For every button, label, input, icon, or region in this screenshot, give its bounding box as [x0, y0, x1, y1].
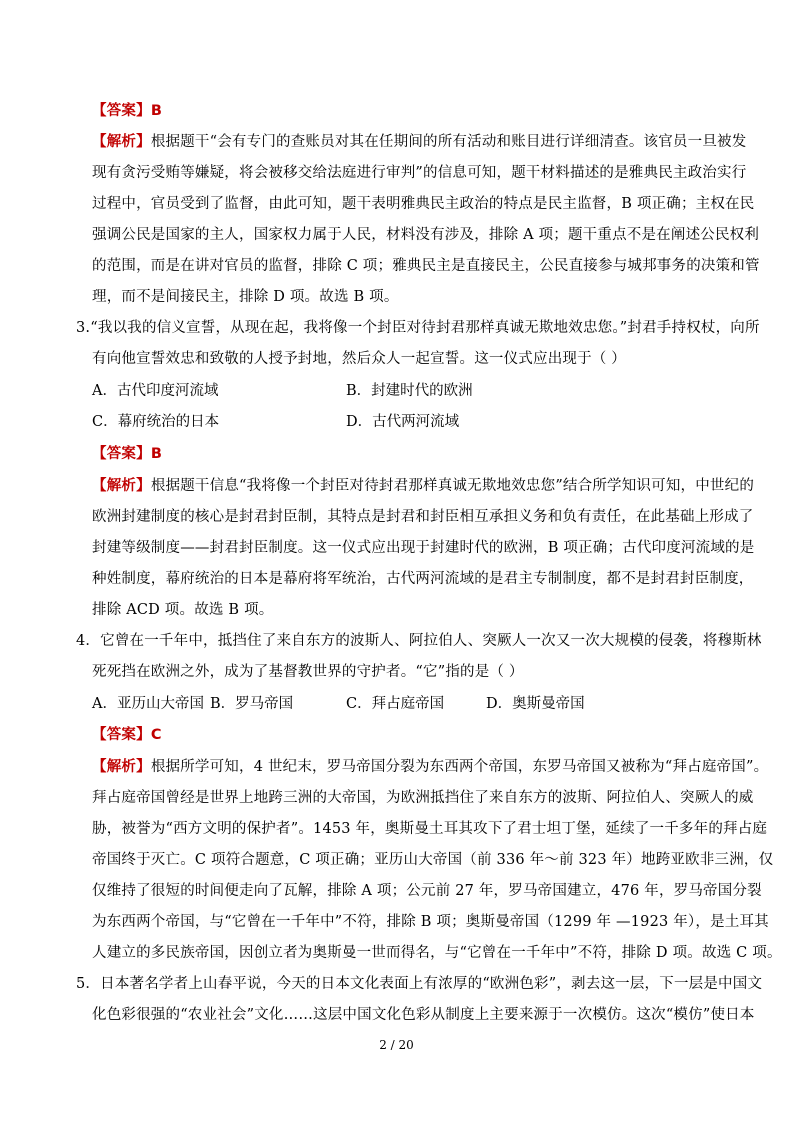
- analysis-text: 胁，被誉为“西方文明的保护者”。1453 年，奥斯曼土耳其攻下了君士坦丁堡，延续了一千多年的拜占庭: [92, 821, 768, 837]
- analysis-text: 封建等级制度——封君封臣制度。这一仪式应出现于封建时代的欧洲，B 项正确；古代印度河流域的是: [92, 540, 755, 556]
- question-stem: 4．它曾在一千年中，抵挡住了来自东方的波斯人、阿拉伯人、突厥人一次又一次大规模的侵袭，将穆斯林: [76, 633, 762, 649]
- analysis-text: 理，而不是间接民主，排除 D 项。故选 B 项。: [92, 289, 399, 305]
- question-stem: 有向他宣誓效忠和致敬的人授予封地，然后众人一起宣誓。这一仪式应出现于（ ）: [92, 351, 627, 367]
- answer-label: 【答案】: [92, 103, 151, 119]
- analysis-text: 种姓制度，幕府统治的日本是幕府将军统治，古代两河流域的是君主专制制度，都不是封君封臣制度，: [92, 571, 754, 587]
- analysis-text: 人建立的多民族帝国，因创立者为奥斯曼一世而得名，与“它曾在一千年中”不符，排除 D 项。故选 C 项。: [92, 945, 782, 961]
- analysis-line: [92, 131, 746, 153]
- question-stem: 5．日本著名学者上山春平说，今天的日本文化表面上有浓厚的“欧洲色彩”，剥去这一层，下一层是中国文: [76, 976, 763, 992]
- analysis-text: 根据所学可知，4 世纪末，罗马帝国分裂为东西两个帝国，东罗马帝国又被称为“拜占庭帝国”。: [150, 759, 769, 775]
- analysis-text: 拜占庭帝国曾经是世界上地跨三洲的大帝国，为欧洲抵挡住了来自东方的波斯、阿拉伯人、突厥人的威: [92, 790, 754, 806]
- option-d: D．奥斯曼帝国: [486, 696, 585, 712]
- option-c: C．拜占庭帝国: [346, 696, 445, 712]
- option-c: C．幕府统治的日本: [92, 414, 220, 430]
- question-stem: 化色彩很强的“农业社会”文化……这层中国文化色彩从制度上主要来源于一次模仿。这次“模仿”使日本: [92, 1007, 755, 1023]
- answer-label: 【答案】: [92, 727, 151, 743]
- answer-value: C: [150, 727, 162, 743]
- page-number: 2 / 20: [379, 1038, 414, 1052]
- option-d: D．古代两河流域: [346, 414, 460, 430]
- answer-line: [92, 443, 162, 465]
- question-stem: 死死挡在欧洲之外，成为了基督教世界的守护者。“它”指的是（ ）: [92, 664, 524, 680]
- option-a: A．亚历山大帝国: [92, 696, 204, 712]
- analysis-text: 仅维持了很短的时间便走向了瓦解，排除 A 项；公元前 27 年，罗马帝国建立，476 年，罗马帝国分裂: [92, 883, 762, 899]
- question-stem: 3.“我以我的信义宣誓，从现在起，我将像一个封臣对待封君那样真诚无欺地效忠您。”封君手持权杖，向所: [76, 320, 760, 336]
- option-b: B．封建时代的欧洲: [346, 383, 473, 399]
- analysis-text: 根据题干“会有专门的查账员对其在任期间的所有活动和账目进行详细清查。该官员一旦被发: [150, 134, 747, 150]
- analysis-text: 的范围，而是在讲对官员的监督，排除 C 项；雅典民主是直接民主，公民直接参与城邦事务的决策和管: [92, 258, 760, 274]
- analysis-text: 排除 ACD 项。故选 B 项。: [92, 602, 274, 618]
- analysis-text: 现有贪污受贿等嫌疑，将会被移交给法庭进行审判”的信息可知，题干材料描述的是雅典民主政治实行: [92, 165, 747, 181]
- answer-line: [92, 724, 162, 746]
- analysis-text: 过程中，官员受到了监督，由此可知，题干表明雅典民主政治的特点是民主监督，B 项正确；主权在民: [92, 196, 755, 212]
- option-a: A．古代印度河流域: [92, 383, 219, 399]
- analysis-label: 【解析】: [92, 478, 151, 494]
- analysis-text: 根据题干信息“我将像一个封臣对待封君那样真诚无欺地效忠您”结合所学知识可知，中世纪的: [150, 478, 755, 494]
- answer-value: B: [150, 103, 163, 119]
- analysis-line: [92, 756, 768, 778]
- analysis-label: 【解析】: [92, 759, 151, 775]
- analysis-line: [92, 475, 754, 497]
- analysis-text: 为东西两个帝国，与“它曾在一千年中”不符，排除 B 项；奥斯曼帝国（1299 年 —1923 年），是土耳其: [92, 914, 769, 930]
- answer-line: [92, 100, 162, 122]
- option-b: B．罗马帝国: [210, 696, 294, 712]
- analysis-text: 强调公民是国家的主人，国家权力属于人民，材料没有涉及，排除 A 项；题干重点不是在阐述公民权利: [92, 227, 760, 243]
- answer-value: B: [150, 446, 163, 462]
- analysis-text: 帝国终于灭亡。C 项符合题意，C 项正确；亚历山大帝国（前 336 年～前 323 年）地跨亚欧非三洲，仅: [92, 852, 774, 868]
- analysis-label: 【解析】: [92, 134, 151, 150]
- analysis-text: 欧洲封建制度的核心是封君封臣制，其特点是封君和封臣相互承担义务和负有责任，在此基础上形成了: [92, 509, 754, 525]
- answer-label: 【答案】: [92, 446, 151, 462]
